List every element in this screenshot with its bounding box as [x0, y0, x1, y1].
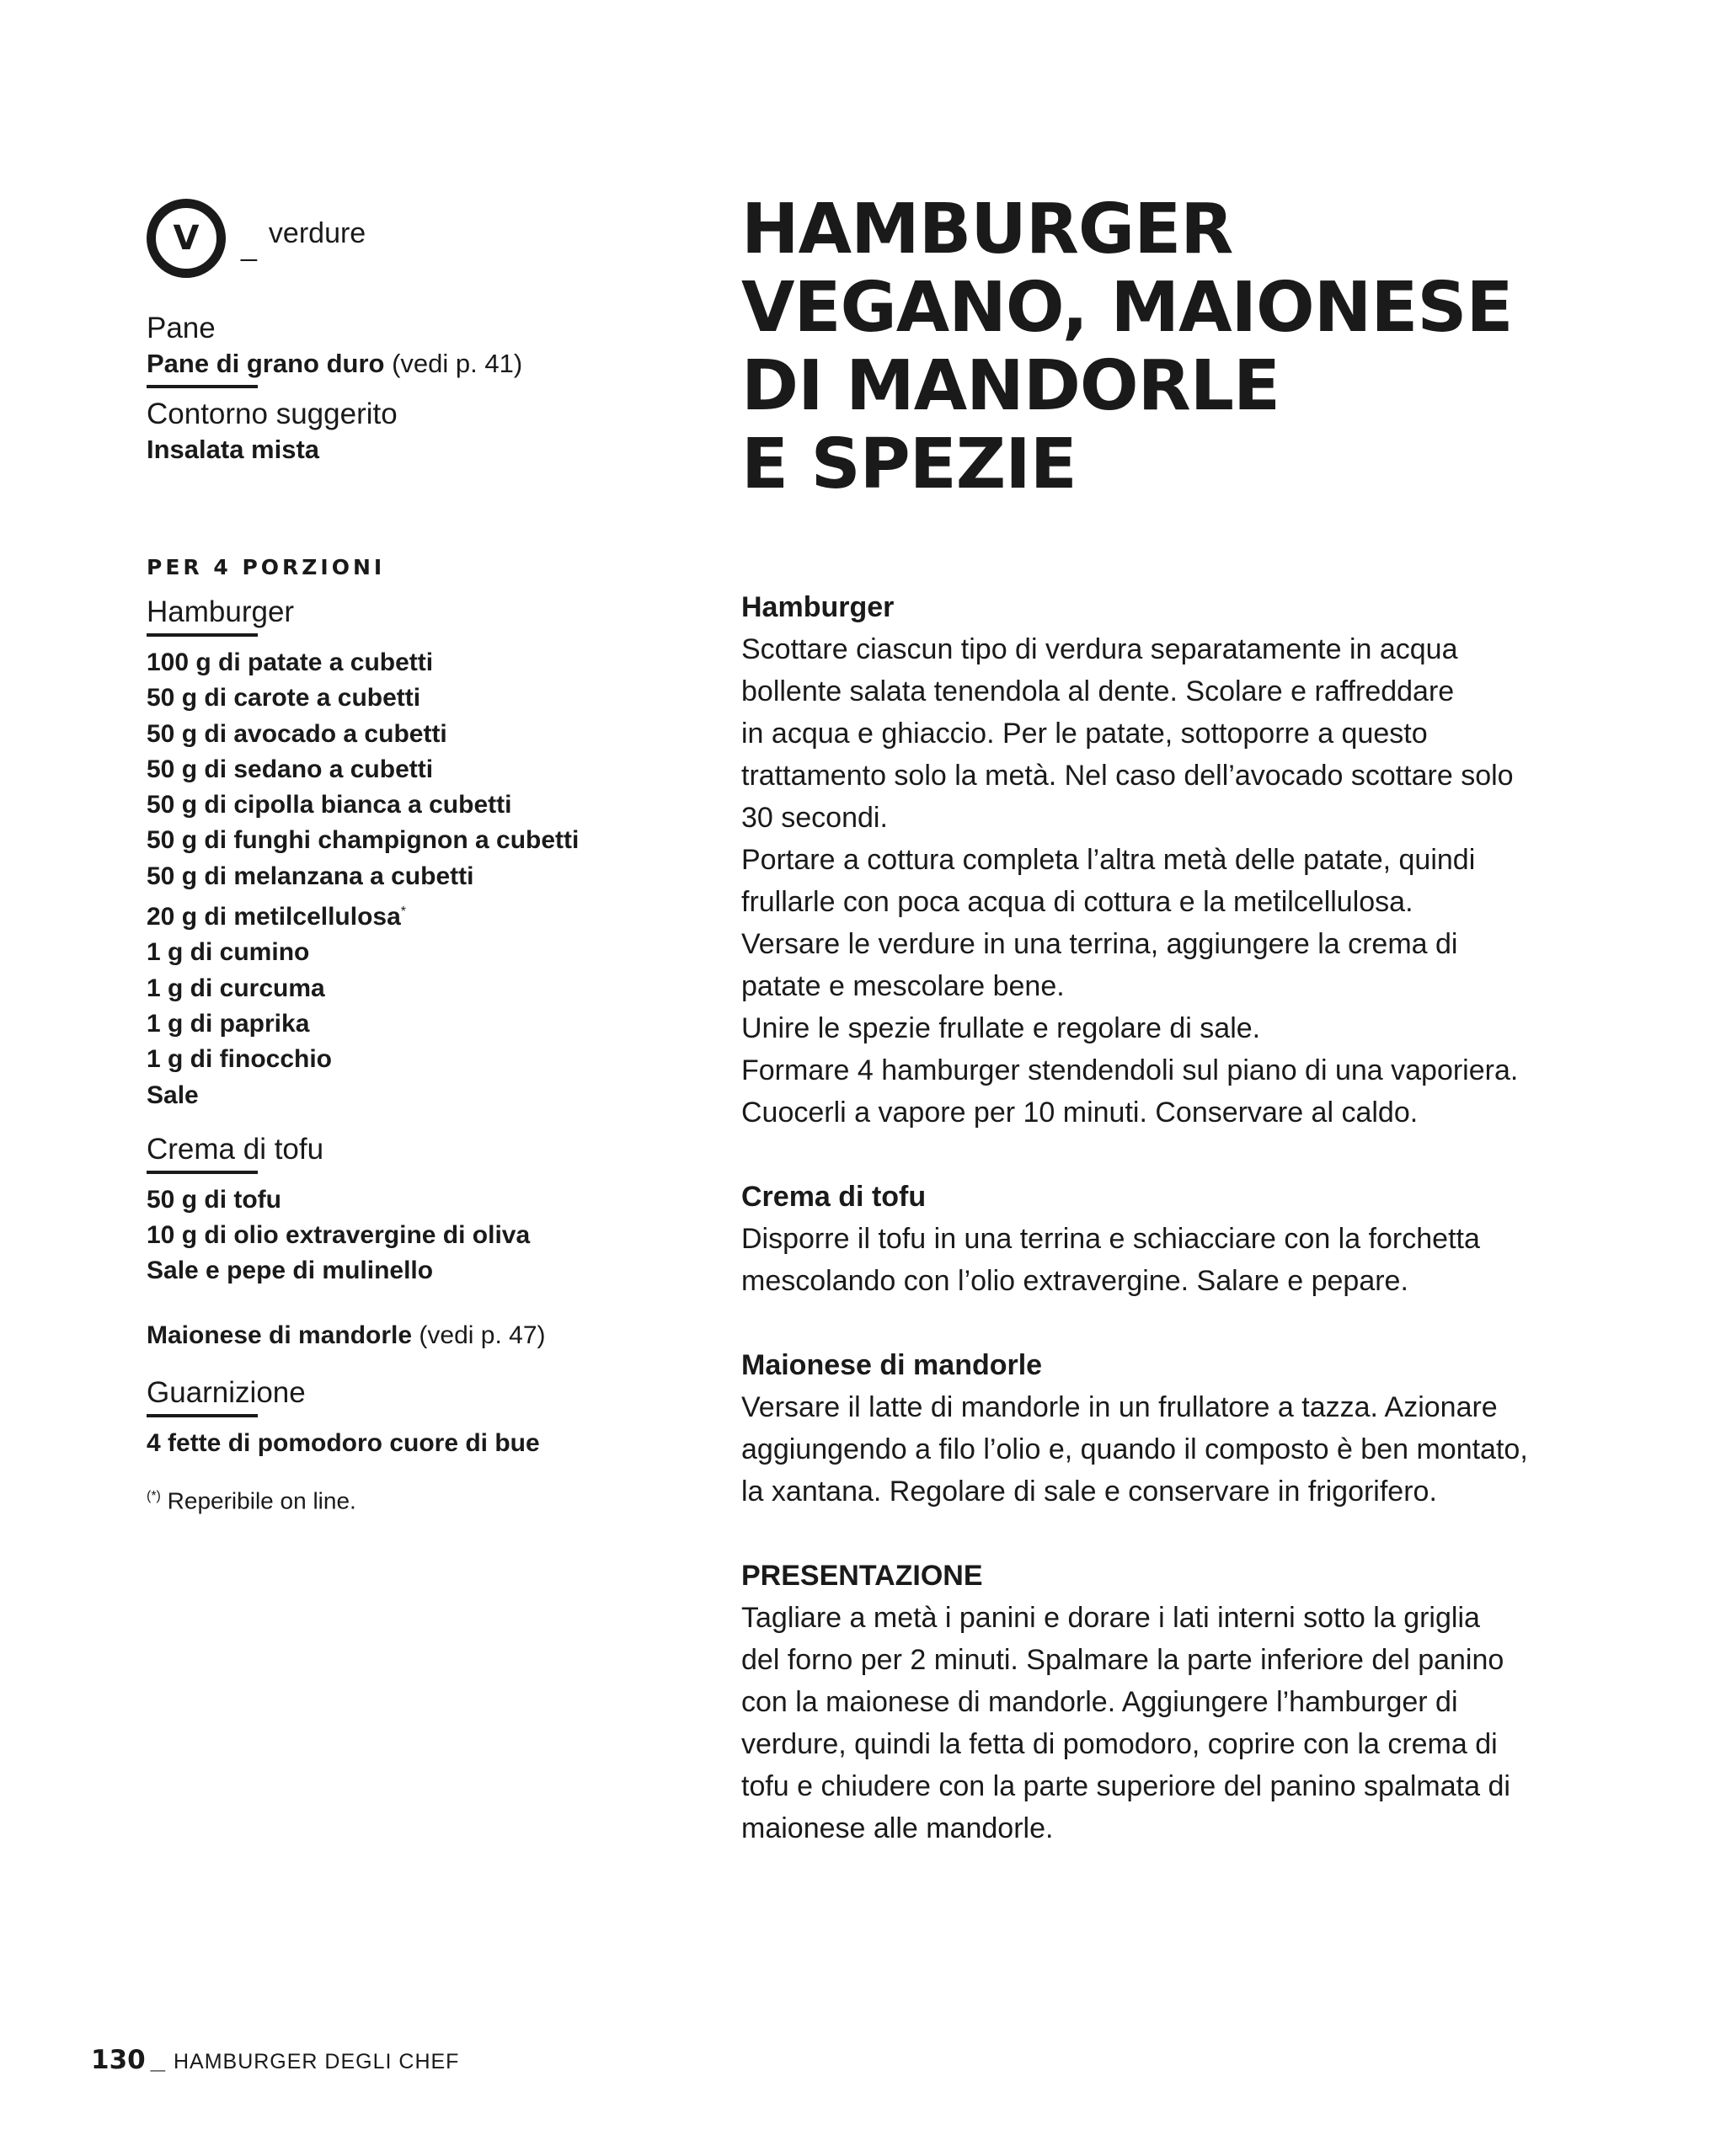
ingredient-item: Sale e pepe di mulinello: [147, 1257, 434, 1285]
badge-letter: V: [173, 219, 200, 258]
category-label: verdure: [268, 216, 366, 249]
garnish-ingredient-list: [147, 1426, 686, 1461]
ingredient-item: 1 g di cumino: [147, 938, 310, 967]
method-line: maionese alle mandorle.: [741, 1812, 1054, 1844]
ingredient-item: 50 g di funghi champignon a cubetti: [147, 826, 580, 855]
ingredient-item: 50 g di tofu: [147, 1185, 281, 1214]
method-line: Cuocerli a vapore per 10 minuti. Conservare al caldo.: [741, 1097, 1419, 1129]
method-line: Versare il latte di mandorle in un frullatore a tazza. Azionare: [741, 1391, 1498, 1423]
ingredient-item: 50 g di sedano a cubetti: [147, 755, 434, 783]
mayo-name: Maionese di mandorle: [147, 1321, 413, 1349]
method-line: patate e mescolare bene.: [741, 970, 1065, 1002]
method-line: bollente salata tenendola al dente. Scolare e raffreddare: [741, 675, 1455, 707]
ingredient-item: 50 g di carote a cubetti: [147, 684, 421, 712]
method-line: aggiungendo a filo l’olio e, quando il composto è ben montato,: [741, 1433, 1528, 1465]
method-line: tofu e chiudere con la parte superiore del panino spalmata di: [741, 1770, 1510, 1802]
method-line: Scottare ciascun tipo di verdura separatamente in acqua: [741, 633, 1458, 665]
method-text: [741, 1386, 1592, 1513]
divider-rule: [147, 633, 258, 637]
title-line: HAMBURGER: [741, 189, 1233, 270]
bread-page-ref: (vedi p. 41): [392, 349, 523, 378]
book-title: HAMBURGER DEGLI CHEF: [173, 2050, 460, 2073]
method-line: Formare 4 hamburger stendendoli sul piano di una vaporiera.: [741, 1054, 1519, 1086]
ingredient-group-heading: Guarnizione: [147, 1375, 306, 1409]
method-line: mescolando con l’olio extravergine. Salare e pepare.: [741, 1265, 1408, 1297]
ingredient-item: 20 g di metilcellulosa*: [147, 903, 407, 931]
method-line: Versare le verdure in una terrina, aggiungere la crema di: [741, 928, 1458, 960]
method-line: trattamento solo la metà. Nel caso dell’avocado scottare solo: [741, 760, 1514, 792]
page-number: 130: [91, 2045, 146, 2075]
method-line: del forno per 2 minuti. Spalmare la parte inferiore del panino: [741, 1644, 1504, 1676]
bread-value: [147, 346, 686, 382]
mayo-page-ref: (vedi p. 47): [419, 1321, 546, 1349]
page-footer: [91, 2045, 459, 2075]
method-section-mayo: [741, 1344, 1592, 1513]
vegetable-category-icon: [147, 199, 226, 278]
method-heading: Hamburger: [741, 591, 895, 623]
ingredient-item: 1 g di paprika: [147, 1009, 310, 1038]
method-heading: PRESENTAZIONE: [741, 1560, 983, 1592]
method-line: la xantana. Regolare di sale e conservare in frigorifero.: [741, 1476, 1437, 1508]
ingredient-item: 10 g di olio extravergine di oliva: [147, 1221, 531, 1250]
title-line: DI MANDORLE: [741, 346, 1280, 426]
footnote-mark: (*): [147, 1489, 161, 1504]
method-text: [741, 628, 1592, 1134]
title-line: E SPEZIE: [741, 424, 1077, 504]
divider-rule: [147, 1171, 258, 1174]
title-line: VEGANO, MAIONESE: [741, 268, 1513, 348]
ingredient-item: 50 g di melanzana a cubetti: [147, 862, 474, 890]
method-heading: Crema di tofu: [741, 1181, 927, 1213]
method-text: [741, 1218, 1592, 1302]
mayo-reference: [147, 1318, 686, 1353]
ingredient-item: 50 g di cipolla bianca a cubetti: [147, 791, 512, 819]
pairing-info: [147, 311, 686, 467]
method-line: 30 secondi.: [741, 802, 888, 834]
hamburger-ingredient-list: [147, 645, 686, 1113]
ingredient-item: 50 g di avocado a cubetti: [147, 719, 447, 748]
method-line: con la maionese di mandorle. Aggiungere l’hamburger di: [741, 1686, 1458, 1718]
method-line: Tagliare a metà i panini e dorare i lati interni sotto la griglia: [741, 1602, 1480, 1634]
method-line: Portare a cottura completa l’altra metà delle patate, quindi: [741, 844, 1476, 876]
side-dish-label: Contorno suggerito: [147, 398, 398, 430]
ingredients-column: [147, 200, 686, 1518]
category-tag: [147, 200, 686, 277]
method-section-tofu: [741, 1176, 1592, 1302]
footnote: [147, 1480, 686, 1518]
footer-separator: _: [150, 2045, 165, 2074]
ingredient-item: 4 fette di pomodoro cuore di bue: [147, 1428, 540, 1457]
ingredient-item: 100 g di patate a cubetti: [147, 648, 434, 676]
method-line: in acqua e ghiaccio. Per le patate, sottoporre a questo: [741, 718, 1428, 750]
tofu-cream-ingredient-list: [147, 1182, 686, 1289]
method-section-hamburger: [741, 586, 1592, 1134]
side-dish-value: Insalata mista: [147, 435, 320, 464]
ingredient-item: 1 g di curcuma: [147, 974, 325, 1002]
method-column: [741, 586, 1592, 1892]
ingredient-group-heading: Crema di tofu: [147, 1132, 324, 1166]
method-heading: Maionese di mandorle: [741, 1349, 1043, 1381]
servings-heading: PER 4 PORZIONI: [147, 555, 386, 579]
method-line: verdure, quindi la fetta di pomodoro, coprire con la crema di: [741, 1728, 1498, 1760]
recipe-title: [741, 190, 1676, 504]
ingredient-group-heading: Hamburger: [147, 595, 295, 628]
method-line: Disporre il tofu in una terrina e schiacciare con la forchetta: [741, 1223, 1480, 1255]
ingredient-item: Sale: [147, 1081, 199, 1109]
divider-rule: [147, 385, 258, 388]
method-section-presentation: [741, 1555, 1592, 1849]
method-line: Unire le spezie frullate e regolare di sale.: [741, 1012, 1261, 1044]
divider-rule: [147, 1414, 258, 1417]
footnote-reference-mark: *: [400, 905, 407, 920]
ingredient-item: 1 g di finocchio: [147, 1045, 333, 1074]
category-separator: _: [241, 229, 257, 262]
footnote-text: Reperibile on line.: [167, 1487, 356, 1514]
method-line: frullarle con poca acqua di cottura e la metilcellulosa.: [741, 886, 1413, 918]
method-text: [741, 1597, 1592, 1849]
bread-label: Pane: [147, 312, 216, 344]
bread-name: Pane di grano duro: [147, 349, 385, 378]
